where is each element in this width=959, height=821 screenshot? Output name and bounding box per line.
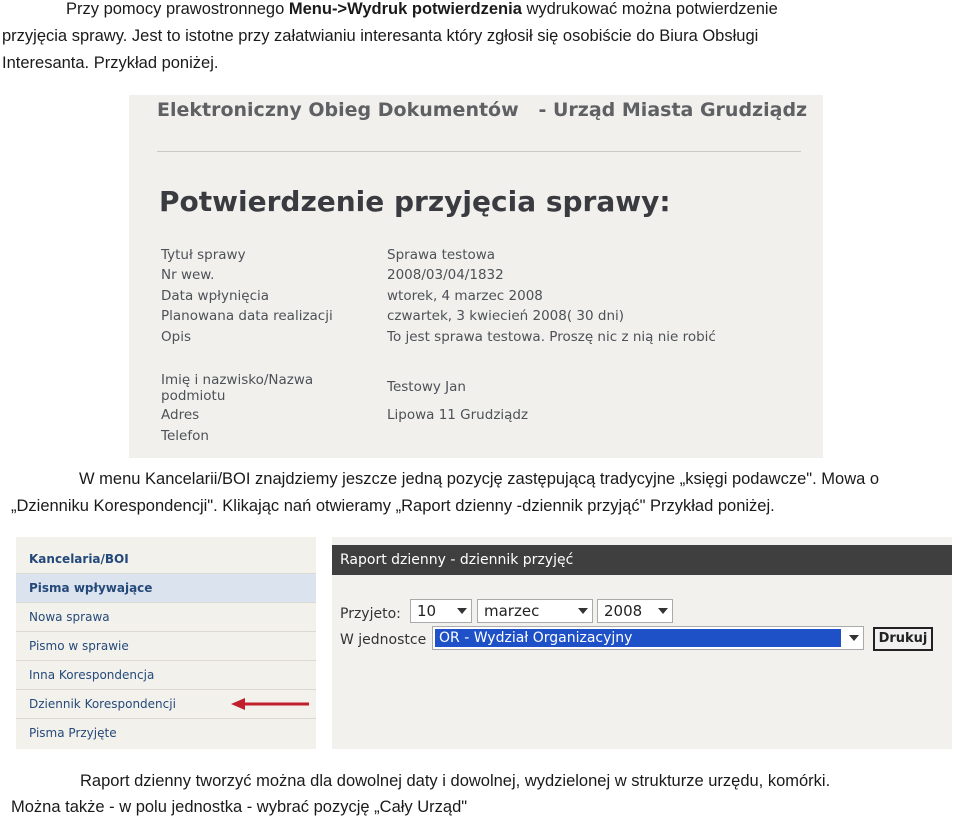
- field-value-planned: czwartek, 3 kwiecień 2008( 30 dni): [387, 308, 625, 324]
- window-title: Raport dzienny - dziennik przyjęć: [332, 545, 952, 575]
- intro-line-1: [66, 0, 778, 23]
- chevron-down-icon: [849, 635, 859, 641]
- day-select[interactable]: [410, 599, 472, 623]
- field-value-received: wtorek, 4 marzec 2008: [387, 288, 543, 304]
- kancelaria-sidebar: [16, 537, 316, 749]
- middle-line-2: „Dzienniku Korespondencji". Klikając nań otwieramy „Raport dzienny -dziennik przyjąć" Przykład poniżej.: [11, 497, 775, 515]
- report-panel: [332, 537, 952, 749]
- sidebar-item-incoming[interactable]: Pisma wpływające: [16, 574, 316, 603]
- confirmation-screenshot: [129, 95, 823, 458]
- month-value: marzec: [484, 602, 540, 620]
- field-value-name: Testowy Jan: [387, 379, 466, 395]
- field-label-address: Adres: [161, 407, 200, 423]
- field-value-number: 2008/03/04/1832: [387, 267, 504, 283]
- field-label-received: Data wpłynięcia: [161, 288, 270, 304]
- intro-text-end: wydrukować można potwierdzenie: [521, 0, 778, 18]
- unit-value: OR - Wydział Organizacyjny: [435, 629, 841, 647]
- day-value: 10: [417, 602, 437, 620]
- confirmation-title: Potwierdzenie przyjęcia sprawy:: [159, 185, 671, 218]
- sidebar-item-letter-in-case[interactable]: Pismo w sprawie: [16, 632, 316, 661]
- chevron-down-icon: [658, 608, 668, 614]
- header-divider: [157, 151, 801, 152]
- year-select[interactable]: [597, 599, 673, 623]
- red-arrow-icon: [231, 697, 311, 711]
- intro-line-3: Interesanta. Przykład poniżej.: [2, 54, 219, 72]
- print-button[interactable]: Drukuj: [873, 627, 933, 651]
- field-label-name-2: podmiotu: [161, 388, 226, 404]
- intro-text: Przy pomocy prawostronnego: [66, 0, 289, 18]
- chevron-down-icon: [457, 608, 467, 614]
- received-label: Przyjeto:: [340, 606, 401, 622]
- menu-path: Menu->Wydruk potwierdzenia: [288, 0, 522, 18]
- report-screenshot: [16, 537, 952, 749]
- outro-line-2: Można także - w polu jednostka - wybrać pozycję „Cały Urząd": [11, 798, 468, 816]
- system-header: Elektroniczny Obieg Dokumentów - Urząd Miasta Grudziądz: [157, 99, 808, 121]
- unit-select[interactable]: [432, 626, 864, 650]
- sidebar-item-kancelaria[interactable]: Kancelaria/BOI: [16, 545, 316, 574]
- intro-line-2: przyjęcia sprawy. Jest to istotne przy załatwianiu interesanta który zgłosił się osobiście do Biura Obsługi: [2, 27, 759, 45]
- field-label-description: Opis: [161, 329, 191, 345]
- sidebar-item-accepted[interactable]: Pisma Przyjęte: [29, 726, 117, 740]
- field-value-description: To jest sprawa testowa. Proszę nic z nią nie robić: [387, 329, 716, 345]
- chevron-down-icon: [578, 608, 588, 614]
- unit-label: W jednostce: [340, 632, 427, 648]
- sidebar-item-journal[interactable]: Dziennik Korespondencji: [16, 690, 316, 719]
- month-select[interactable]: [477, 599, 593, 623]
- middle-line-1: W menu Kancelarii/BOI znajdziemy jeszcze jedną pozycję zastępującą tradycyjne „księgi podawcze". Mowa o: [79, 470, 880, 488]
- field-value-address: Lipowa 11 Grudziądz: [387, 407, 529, 423]
- field-label-name-1: Imię i nazwisko/Nazwa: [161, 372, 314, 388]
- outro-line-1: Raport dzienny tworzyć można dla dowolnej daty i dowolnej, wydzielonej w strukturze urzędu, komórki.: [80, 772, 831, 790]
- year-value: 2008: [604, 602, 643, 620]
- sidebar-item-new-case[interactable]: Nowa sprawa: [16, 603, 316, 632]
- field-label-title: Tytuł sprawy: [161, 247, 246, 263]
- field-label-planned: Planowana data realizacji: [161, 308, 333, 324]
- field-label-number: Nr wew.: [161, 267, 215, 283]
- field-label-phone: Telefon: [161, 428, 209, 444]
- field-value-title: Sprawa testowa: [387, 247, 496, 263]
- sidebar-item-other[interactable]: Inna Korespondencja: [16, 661, 316, 690]
